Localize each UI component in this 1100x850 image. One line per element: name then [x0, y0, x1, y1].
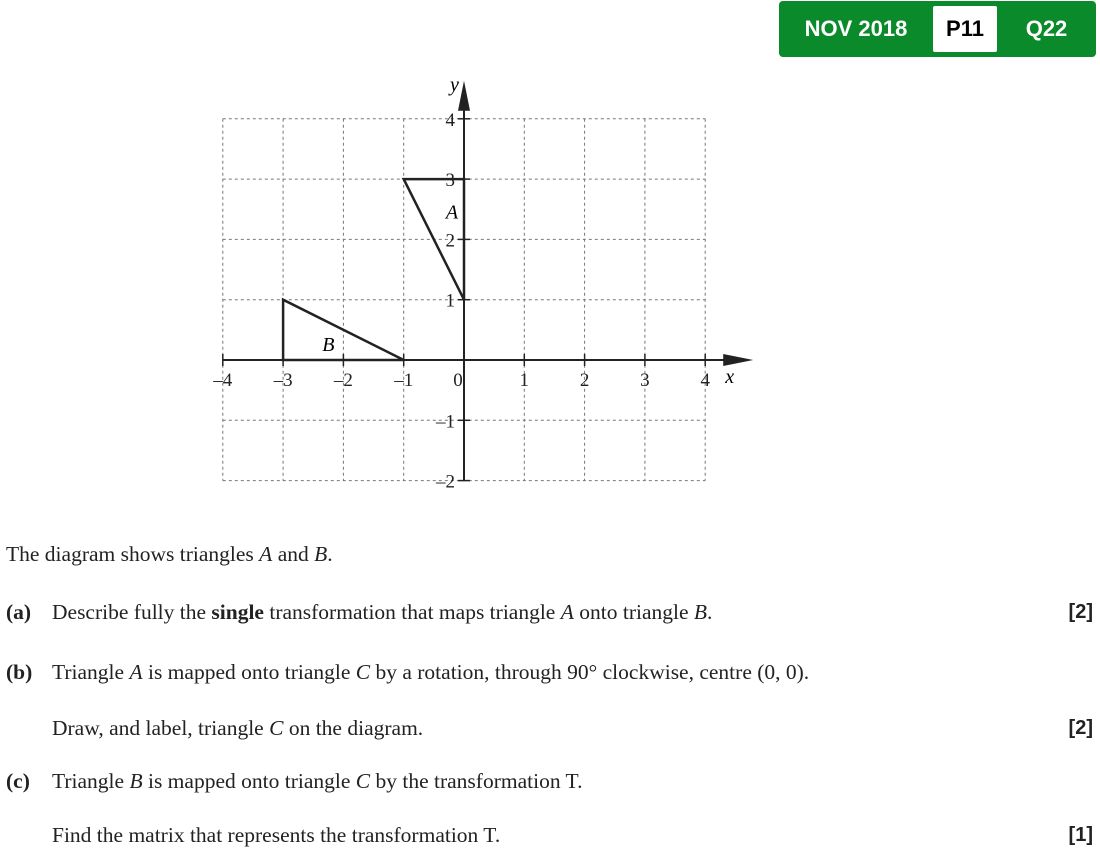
part-c-text: Triangle B is mapped onto triangle C by the transformation T. [52, 769, 583, 793]
part-a-marks: [2] [1068, 601, 1093, 623]
x-axis-arrow [723, 354, 753, 366]
y-tick-label: 3 [445, 170, 455, 192]
intro-text: The diagram shows triangles A and B. [6, 542, 333, 566]
question-number: Q22 [1025, 16, 1068, 41]
part-c-label: (c) [6, 769, 30, 793]
question-badge [779, 1, 1096, 57]
part-a-label: (a) [6, 600, 32, 624]
x-tick-label: –3 [273, 370, 293, 391]
part-c-instruction: Find the matrix that represents the transformation T. [52, 823, 501, 847]
x-tick-label: –1 [394, 370, 414, 391]
x-tick-label: 1 [519, 370, 530, 391]
x-tick-label: 2 [579, 370, 590, 391]
coordinate-grid [200, 70, 800, 510]
y-axis-label: y [450, 73, 459, 96]
y-tick-label: –1 [436, 411, 455, 433]
y-tick-label: 2 [445, 230, 455, 252]
x-tick-label: –2 [333, 370, 353, 391]
triangle-b [283, 300, 404, 360]
y-tick-label: 4 [445, 109, 455, 131]
x-tick-label: 0 [453, 370, 463, 391]
part-a-text: Describe fully the single transformation that maps triangle A onto triangle B. [52, 600, 713, 624]
paper-number: P11 [933, 6, 997, 52]
part-b-marks: [2] [1068, 717, 1093, 739]
part-c-marks: [1] [1068, 824, 1093, 846]
y-tick-label: –2 [436, 471, 455, 493]
part-b-label: (b) [6, 660, 33, 684]
x-tick-label: –4 [213, 370, 233, 391]
triangle-a-label: A [445, 201, 459, 224]
y-axis-arrow [458, 81, 470, 111]
x-axis-label: x [725, 366, 735, 388]
x-tick-label: 3 [640, 370, 650, 391]
y-tick-label: 1 [445, 290, 455, 312]
part-b-instruction: Draw, and label, triangle C on the diagram. [52, 716, 424, 740]
x-tick-label: 4 [700, 370, 710, 391]
triangles [283, 179, 464, 360]
exam-session: NOV 2018 [804, 16, 908, 41]
part-b-text: Triangle A is mapped onto triangle C by a rotation, through 90° clockwise, centre (0, 0). [52, 660, 810, 684]
triangle-b-label: B [322, 333, 335, 356]
